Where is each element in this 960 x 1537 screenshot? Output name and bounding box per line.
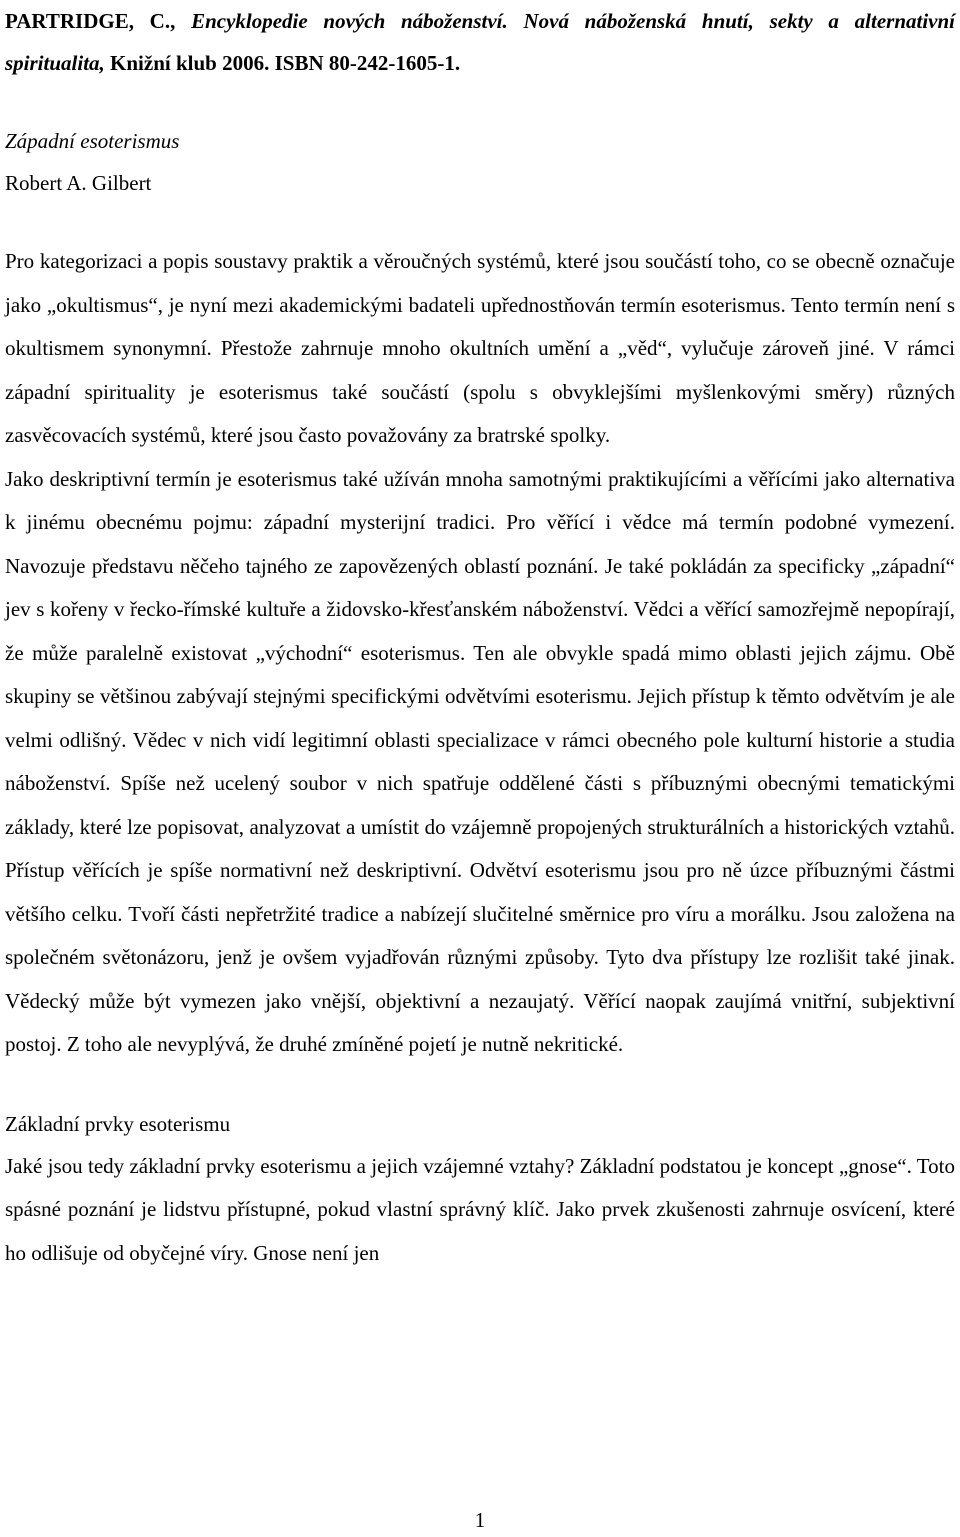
bibliographic-citation <box>5 0 955 84</box>
citation-title: Encyklopedie nových náboženství. Nová náboženská hnutí, sekty a alternativní spiritualita, <box>5 9 955 75</box>
section-author: Robert A. Gilbert <box>5 171 152 195</box>
spacer <box>5 1067 955 1103</box>
page-number: 1 <box>474 1508 486 1532</box>
citation-author: PARTRIDGE, C., <box>5 9 192 33</box>
paragraph: Pro kategorizaci a popis soustavy praktik a věroučných systémů, které jsou součástí toho, co se obecně označuje jako „okultismus“, je nyní mezi akademickými badateli upřednostňován termín esoterismus. Tento termín není s okultismem synonymní. Přestože zahrnuje mnoho okultních umění a „věd“, vylučuje zároveň jiné. V rámci západní spirituality je esoterismus také součástí (spolu s obvyklejšími myšlenkovými směry) různých zasvěcovacích systémů, které jsou často považovány za bratrské spolky. <box>5 249 955 447</box>
section-title: Západní esoterismus <box>5 129 180 153</box>
spacer <box>5 204 955 240</box>
section-title: Základní prvky esoterismu <box>5 1111 231 1136</box>
paragraph: Jako deskriptivní termín je esoterismus také užíván mnoha samotnými praktikujícími a věřícími jako alternativa k jinému obecnému pojmu: západní mysterijní tradici. Pro věřící i vědce má termín podobné vymezení. Navozuje představu něčeho tajného ze zapovězených oblastí poznání. Je také pokládán za specificky „západní“ jev s kořeny v řecko-římské kultuře a židovsko-křesťanském náboženství. Vědci a věřící samozřejmě nepopírají, že může paralelně existovat „východní“ esoterismus. Ten ale obvykle spadá mimo oblasti jejich zájmu. Obě skupiny se většinou zabývají stejnými specifickými odvětvími esoterismu. Jejich přístup k těmto odvětvím je ale velmi odlišný. Vědec v nich vidí legitimní oblasti specializace v rámci obecného pole kulturní historie a studia náboženství. Spíše než ucelený soubor v nich spatřuje oddělené části s příbuznými obecnými tematickými základy, které lze popisovat, analyzovat a umístit do vzájemně propojených strukturálních a historických vztahů. Přístup věřících je spíše normativní než deskriptivní. Odvětví esoterismu jsou pro ně úzce příbuznými částmi většího celku. Tvoří části nepřetržité tradice a nabízejí slučitelné směrnice pro víru a morálku. Jsou založena na společném světonázoru, jenž je ovšem vyjadřován různými způsoby. Tyto dva přístupy lze rozlišit také jinak. Vědecký může být vymezen jako vnější, objektivní a nezaujatý. Věřící naopak zaujímá vnitřní, subjektivní postoj. Z toho ale nevyplývá, že druhé zmíněné pojetí je nutně nekritické. <box>5 466 955 1056</box>
citation-publisher: Knižní klub 2006. ISBN 80-242-1605-1. <box>110 51 461 75</box>
spacer <box>5 84 955 120</box>
document-page <box>5 0 955 1275</box>
paragraph: Jaké jsou tedy základní prvky esoterismu a jejich vzájemné vztahy? Základní podstatou je koncept „gnose“. Toto spásné poznání je lidstvu přístupné, pokud vlastní správný klíč. Jako prvek zkušenosti zahrnuje osvícení, které ho odlišuje od obyčejné víry. Gnose není jen <box>5 1153 955 1265</box>
